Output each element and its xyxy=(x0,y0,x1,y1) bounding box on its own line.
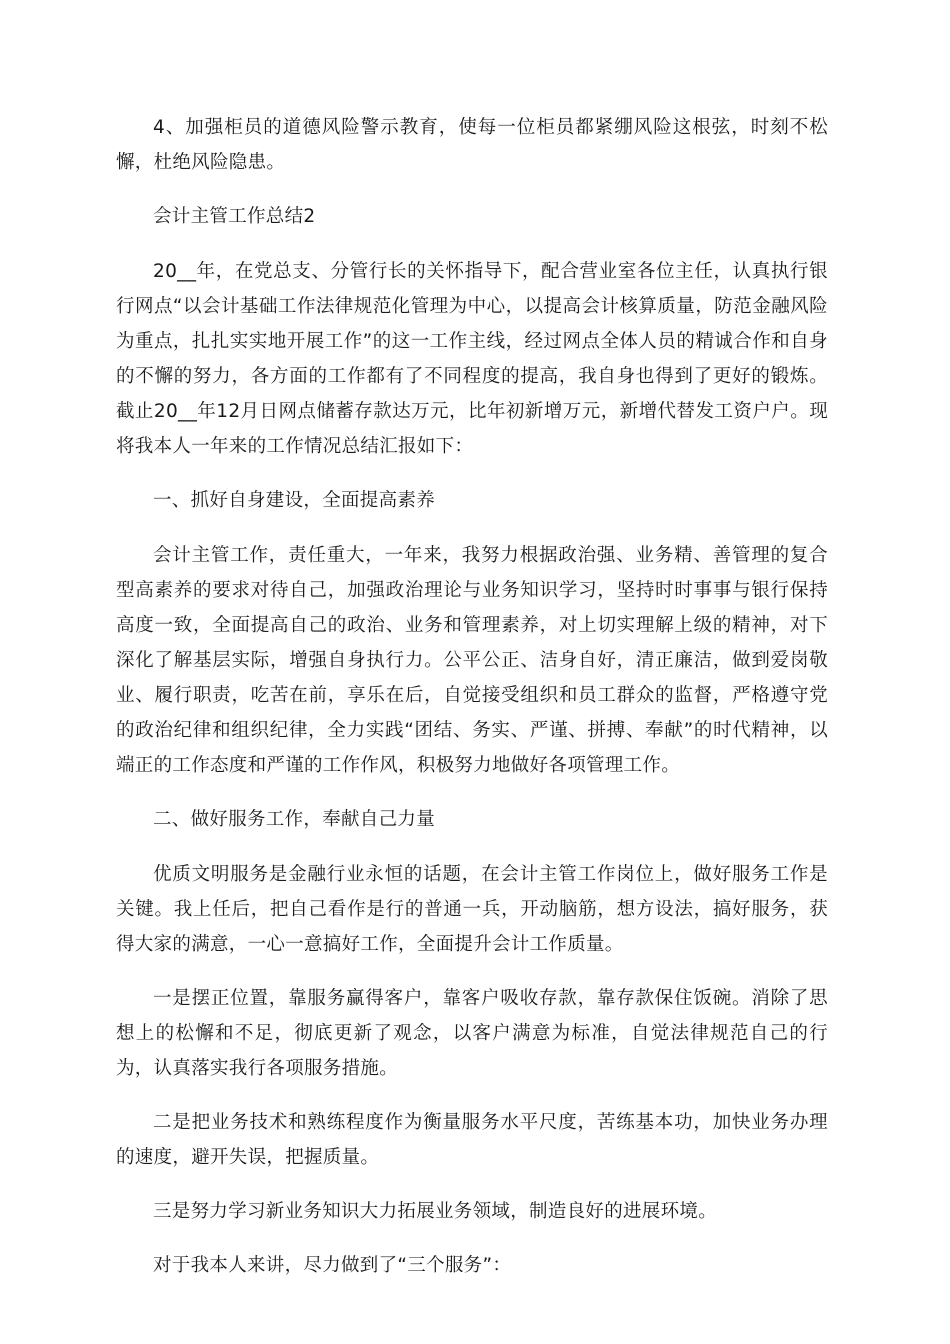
heading-self-building: 一、抓好自身建设，全面提高素养 xyxy=(153,490,436,511)
section-title: 会计主管工作总结2 xyxy=(153,206,316,227)
paragraph-point-three: 三是努力学习新业务知识大力拓展业务领域，制造良好的进展环境。 xyxy=(153,1201,718,1222)
paragraph-service-work: 优质文明服务是金融行业永恒的话题，在会计主管工作岗位上，做好服务工作是关键。我上任后，把自己看作是行的普通一兵，开动脑筋，想方设法，搞好服务，获得大家的满意，一心一意搞好工作，全面提升会计工作质量。 xyxy=(116,864,828,955)
paragraph-three-services: 对于我本人来讲，尽力做到了“三个服务”： xyxy=(153,1255,512,1276)
paragraph-point-one: 一是摆正位置，靠服务赢得客户，靠客户吸收存款，靠存款保住饭碗。消除了思想上的松懈和不足，彻底更新了观念，以客户满意为标准，自觉法律规范自己的行为，认真落实我行各项服务措施。 xyxy=(116,988,828,1079)
document-body xyxy=(116,110,828,1302)
paragraph-self-building: 会计主管工作，责任重大，一年来，我努力根据政治强、业务精、善管理的复合型高素养的要求对待自己，加强政治理论与业务知识学习，坚持时时事事与银行保持高度一致，全面提高自己的政治、业务和管理素养，对上切实理解上级的精神，对下深化了解基层实际，增强自身执行力。公平公正、洁身自好，清正廉洁，做到爱岗敬业、履行职责，吃苦在前，享乐在后，自觉接受组织和员工群众的监督，严格遵守党的政治纪律和组织纪律，全力实践“团结、务实、严谨、拼搏、奉献”的时代精神，以端正的工作态度和严谨的工作作风，积极努力地做好各项管理工作。 xyxy=(116,545,828,776)
paragraph-point-two: 二是把业务技术和熟练程度作为衡量服务水平尺度，苦练基本功，加快业务办理的速度，避开失误，把握质量。 xyxy=(116,1112,828,1168)
paragraph-item-4: 4、加强柜员的道德风险警示教育，使每一位柜员都紧绷风险这根弦，时刻不松懈，杜绝风险隐患。 xyxy=(116,117,828,173)
heading-service-work: 二、做好服务工作，奉献自己力量 xyxy=(153,809,436,830)
paragraph-intro: 20__年，在党总支、分管行长的关怀指导下，配合营业室各位主任，认真执行银行网点“以会计基础工作法律规范化管理为中心，以提高会计核算质量，防范金融风险为重点，扎扎实实地开展工作”的这一工作主线，经过网点全体人员的精诚合作和自身的不懈的努力，各方面的工作都有了不同程度的提高，我自身也得到了更好的锻炼。截止20__年12月日网点储蓄存款达万元，比年初新增万元，新增代替发工资户户。现将我本人一年来的工作情况总结汇报如下： xyxy=(116,261,828,457)
